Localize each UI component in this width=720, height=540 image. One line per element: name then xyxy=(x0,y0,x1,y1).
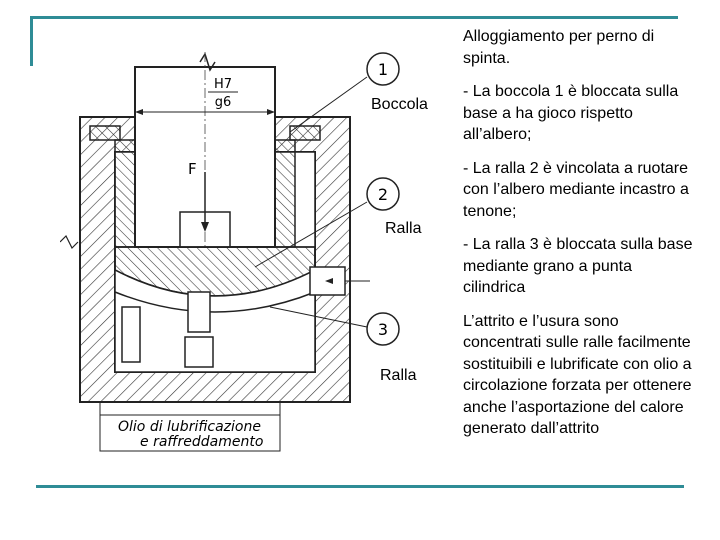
slide-frame-left xyxy=(30,16,33,66)
oil-plug xyxy=(185,337,213,367)
svg-text:Olio di lubrificazione: Olio di lubrificazione xyxy=(118,419,261,435)
label-ralla-lower: Ralla xyxy=(380,367,417,384)
oil-caption xyxy=(100,402,280,451)
svg-text:e raffreddamento: e raffreddamento xyxy=(140,434,264,450)
slide-frame-bottom xyxy=(36,485,684,488)
force-label: F xyxy=(188,160,197,178)
description-column xyxy=(463,26,698,452)
svg-text:3: 3 xyxy=(377,320,389,339)
description-point-2: - La ralla 2 è vincolata a ruotare con l’albero mediante incastro a tenone; xyxy=(463,159,689,220)
svg-text:2: 2 xyxy=(377,185,389,204)
description-point-3: - La ralla 3 è bloccata sulla base mediante grano a punta cilindrica xyxy=(463,236,693,296)
svg-text:1: 1 xyxy=(377,60,389,79)
oil-fitting xyxy=(122,307,140,362)
fit-top-label: H7 xyxy=(213,77,233,92)
label-ralla-upper: Ralla xyxy=(385,220,422,237)
description-conclusion: L’attrito e l’usura sono concentrati sulle ralle facilmente sostituibili e lubrificate con olio a circolazione forzata per ottenere anche l’asportazione del calore generato dall’attrito xyxy=(463,312,692,437)
description-point-1: - La boccola 1 è bloccata sulla base a ha gioco rispetto all’albero; xyxy=(463,83,679,143)
break-line xyxy=(60,236,78,248)
label-boccola: Boccola xyxy=(371,96,428,113)
thrust-bearing-drawing xyxy=(60,22,420,462)
slide-frame-top xyxy=(30,16,678,19)
locating-pin xyxy=(188,292,210,332)
fit-bottom-label: g6 xyxy=(214,95,232,110)
description-title: Alloggiamento per perno di spinta. xyxy=(463,28,655,67)
